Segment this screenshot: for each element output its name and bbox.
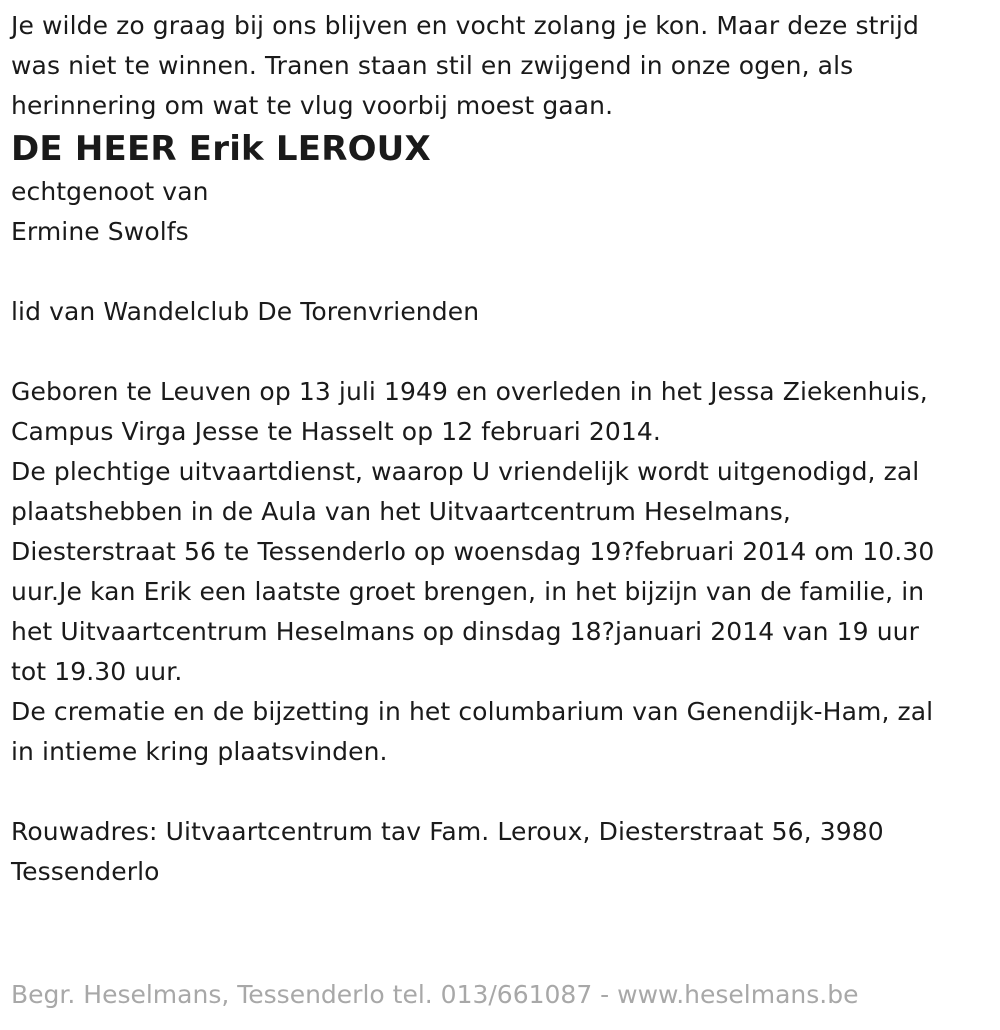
intro-line: herinnering om wat te vlug voorbij moest gaan.: [11, 91, 614, 120]
membership-text: lid van Wandelclub De Torenvrienden: [11, 297, 480, 326]
details-line: uur.Je kan Erik een laatste groet brengen, in het bijzijn van de familie, in: [11, 577, 925, 606]
address-line: Tessenderlo: [11, 857, 160, 886]
funeral-home-footer: Begr. Heselmans, Tessenderlo tel. 013/661087 - www.heselmans.be: [11, 980, 859, 1009]
details-line: plaatshebben in de Aula van het Uitvaartcentrum Heselmans,: [11, 497, 791, 526]
deceased-name: DE HEER Erik LEROUX: [11, 129, 431, 169]
intro-line: Je wilde zo graag bij ons blijven en vocht zolang je kon. Maar deze strijd: [11, 11, 919, 40]
details-line: Campus Virga Jesse te Hasselt op 12 februari 2014.: [11, 417, 661, 446]
death-notice: [11, 6, 986, 892]
details-line: De crematie en de bijzetting in het columbarium van Genendijk-Ham, zal: [11, 697, 934, 726]
spouse-name: Ermine Swolfs: [11, 217, 189, 246]
details-line: in intieme kring plaatsvinden.: [11, 737, 388, 766]
spacer: [11, 332, 986, 372]
details-line: Diesterstraat 56 te Tessenderlo op woensdag 19?februari 2014 om 10.30: [11, 537, 935, 566]
details-line: tot 19.30 uur.: [11, 657, 183, 686]
details-line: De plechtige uitvaartdienst, waarop U vriendelijk wordt uitgenodigd, zal: [11, 457, 920, 486]
details-line: Geboren te Leuven op 13 juli 1949 en overleden in het Jessa Ziekenhuis,: [11, 377, 928, 406]
relation-text: echtgenoot van: [11, 177, 209, 206]
spacer: [11, 252, 986, 292]
details-line: het Uitvaartcentrum Heselmans op dinsdag 18?januari 2014 van 19 uur: [11, 617, 919, 646]
intro-line: was niet te winnen. Tranen staan stil en zwijgend in onze ogen, als: [11, 51, 854, 80]
spacer: [11, 772, 986, 812]
address-line: Rouwadres: Uitvaartcentrum tav Fam. Leroux, Diesterstraat 56, 3980: [11, 817, 884, 846]
